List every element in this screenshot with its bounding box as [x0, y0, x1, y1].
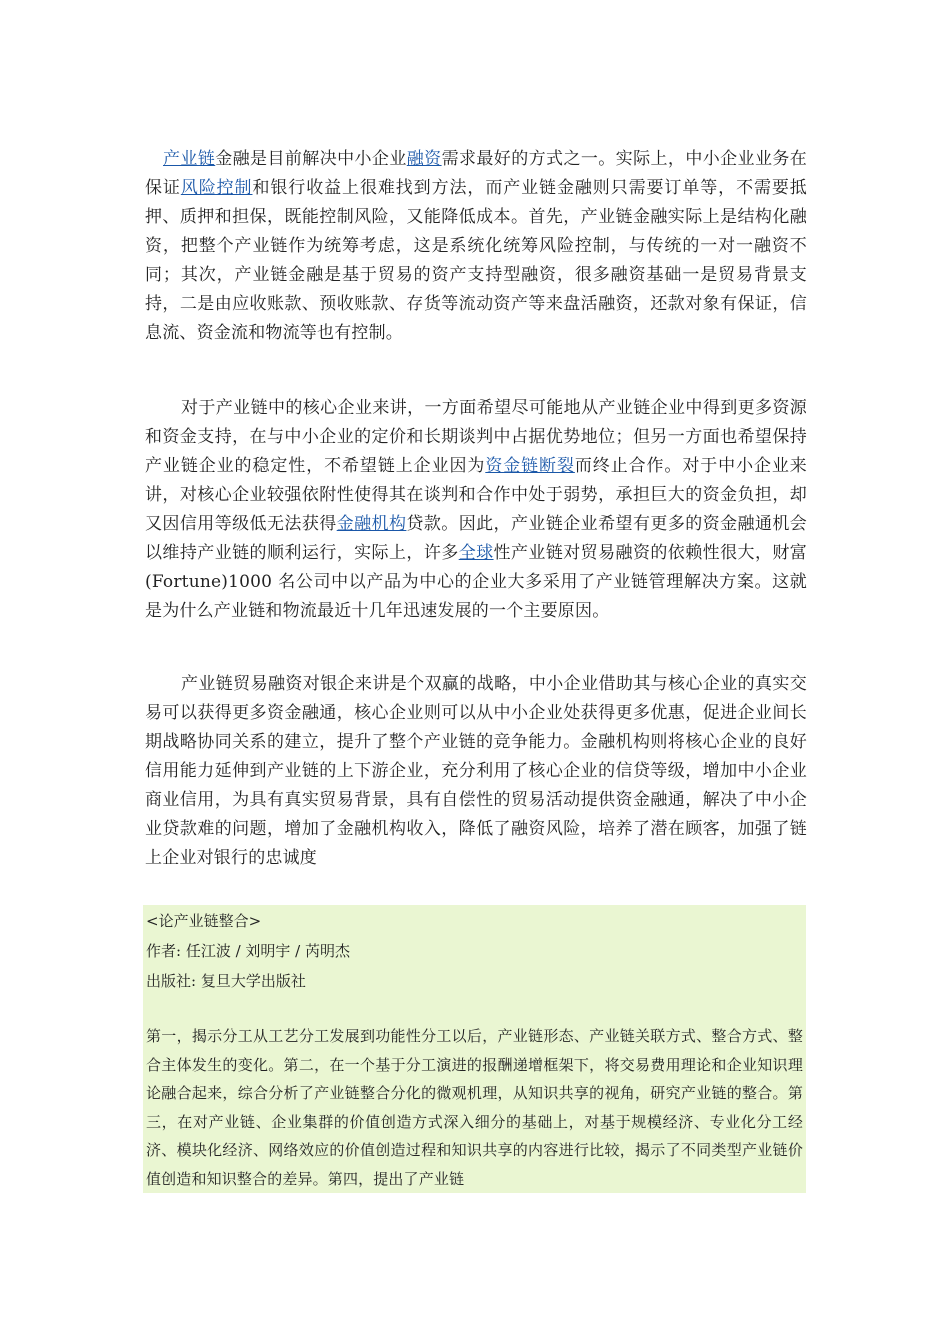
paragraph-2-text-c: 贷款。因此，产业链企业希望有更多的资金融通机会以维持产业链的顺利运行，实际上，许多 — [145, 514, 808, 563]
link-rongzi[interactable]: 融资 — [406, 149, 442, 169]
paragraph-2-text-b: 而终止合作。对于中小企业来讲，对核心企业较强依附性使得其在谈判和合作中处于弱势，承担巨大的资金负担，却又因信用等级低无法获得 — [145, 456, 808, 534]
link-zijinlian-duanlie[interactable]: 资金链断裂 — [485, 456, 575, 476]
book-title: <论产业链整合> — [146, 912, 262, 930]
paragraph-1-text-c: 和银行收益上很难找到方法，而产业链金融则只需要订单等，不需要抵押、质押和担保，既能控制风险，又能降低成本。首先，产业链金融实际上是结构化融资，把整个产业链作为统筹考虑，这是系统化统筹风险控制，与传统的一对一融资不同；其次，产业链金融是基于贸易的资产支持型融资，很多融资基础一是贸易背景支持，二是由应收账款、预收账款、存货等流动资产等来盘活融资，还款对象有保证，信息流、资金流和物流等也有控制。 — [145, 178, 807, 343]
link-quanqiu[interactable]: 全球 — [458, 543, 494, 563]
link-fengxian-kongzhi[interactable]: 风险控制 — [180, 178, 253, 198]
book-summary: 第一，揭示分工从工艺分工发展到功能性分工以后，产业链形态、产业链关联方式、整合方式、整合主体发生的变化。第二，在一个基于分工演进的报酬递增框架下，将交易费用理论和企业知识理论融合起来，综合分析了产业链整合分化的微观机理，从知识共享的视角，研究产业链的整合。第三，在对产业链、企业集群的价值创造方式深入细分的基础上，对基于规模经济、专业化分工经济、模块化经济、网络效应的价值创造过程和知识共享的内容进行比较，揭示了不同类型产业链价值创造和知识整合的差异。第四，提出了产业链 — [146, 1027, 803, 1188]
link-jinrong-jigou[interactable]: 金融机构 — [336, 514, 407, 534]
article-paragraph-3: 产业链贸易融资对银企来讲是个双赢的战略，中小企业借助其与核心企业的真实交易可以获得更多资金融通，核心企业则可以从中小企业处获得更多优惠，促进企业间长期战略协同关系的建立，提升了整个产业链的竞争能力。金融机构则将核心企业的良好信用能力延伸到产业链的上下游企业，充分利用了核心企业的信贷等级，增加中小企业商业信用，为具有真实贸易背景，具有自偿性的贸易活动提供资金融通，解决了中小企业贷款难的问题，增加了金融机构收入，降低了融资风险，培养了潜在顾客，加强了链上企业对银行的忠诚度 — [145, 674, 807, 868]
paragraph-2-text-d: 性产业链对贸易融资的依赖性很大，财富(Fortune)1000 名公司中以产品为中心的企业大多采用了产业链管理解决方案。这就是为什么产业链和物流最近十几年迅速发展的一个主要原因。 — [145, 543, 807, 621]
book-authors: 作者: 任江波 / 刘明宇 / 芮明杰 — [146, 942, 351, 960]
paragraph-2-text-a: 对于产业链中的核心企业来讲，一方面希望尽可能地从产业链企业中得到更多资源和资金支持，在与中小企业的定价和长期谈判中占据优势地位；但另一方面也希望保持产业链企业的稳定性，不希望链上企业因为 — [145, 398, 807, 476]
book-info-box — [143, 905, 806, 1193]
paragraph-1-text-a: 金融是目前解决中小企业 — [215, 149, 407, 169]
article-paragraph-2 — [145, 394, 807, 626]
paragraph-1-text-b: 需求最好的方式之一。实际上，中小企业业务在保证 — [145, 149, 807, 198]
book-publisher: 出版社: 复旦大学出版社 — [146, 972, 306, 990]
article-paragraph-1 — [145, 145, 807, 348]
link-chanyelian[interactable]: 产业链 — [163, 149, 216, 169]
